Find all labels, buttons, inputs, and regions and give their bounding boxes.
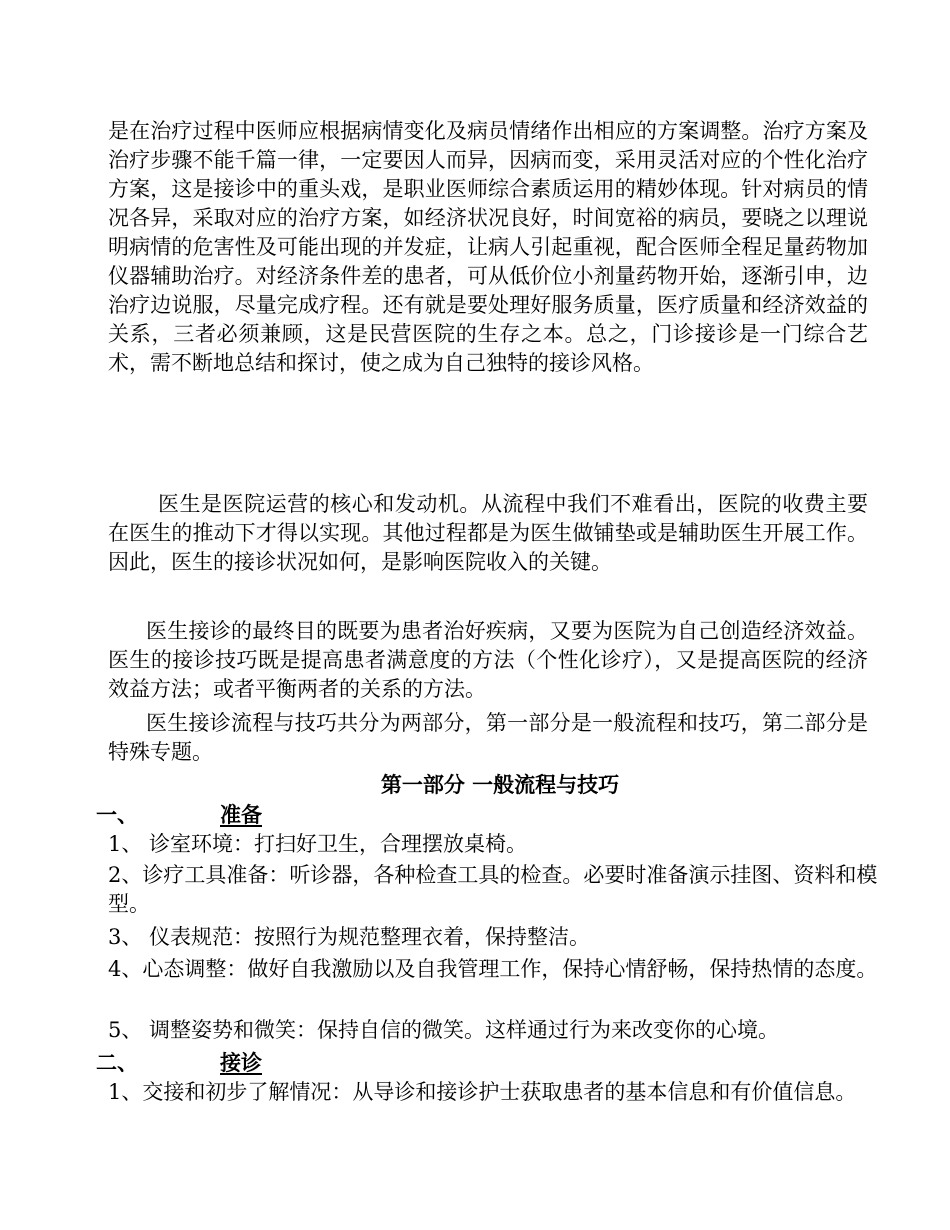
paragraph-consultation-goal: 医生接诊的最终目的既要为患者治好疾病，又要为医院为自己创造经济效益。医生的接诊技巧既是提高患者满意度的方法（个性化诊疗），又是提高医院的经济效益方法；或者平衡两者的关系的方法。	[108, 619, 868, 701]
list-item: 3、 仪表规范：按照行为规范整理衣着，保持整洁。	[108, 925, 591, 949]
paragraph-two-parts: 医生接诊流程与技巧共分为两部分，第一部分是一般流程和技巧，第二部分是特殊专题。	[108, 711, 868, 764]
section-title: 接诊	[220, 1050, 262, 1075]
list-item: 1、 诊室环境：打扫好卫生，合理摆放桌椅。	[108, 832, 528, 856]
list-item: 5、 调整姿势和微笑：保持自信的微笑。这样通过行为来改变你的心境。	[108, 1018, 780, 1042]
list-item: 2、诊疗工具准备：听诊器，各种检查工具的检查。必要时准备演示挂图、资料和模型。	[108, 863, 878, 916]
list-item: 4、心态调整：做好自我激励以及自我管理工作，保持心情舒畅，保持热情的态度。	[108, 957, 878, 981]
section-title: 准备	[220, 802, 262, 827]
section-number: 二、	[96, 1050, 138, 1075]
section-number: 一、	[96, 802, 138, 827]
section-heading-reception	[96, 1048, 262, 1077]
section-heading-preparation	[96, 800, 262, 829]
list-item: 1、交接和初步了解情况：从导诊和接诊护士获取患者的基本信息和有价值信息。	[108, 1080, 857, 1104]
part-title: 第一部分 一般流程与技巧	[380, 772, 620, 797]
paragraph-treatment-plan: 是在治疗过程中医师应根据病情变化及病员情绪作出相应的方案调整。治疗方案及治疗步骤不能千篇一律，一定要因人而异，因病而变，采用灵活对应的个性化治疗方案，这是接诊中的重头戏，是职业医师综合素质运用的精妙体现。针对病员的情况各异，采取对应的治疗方案，如经济状况良好，时间宽裕的病员，要晓之以理说明病情的危害性及可能出现的并发症，让病人引起重视，配合医师全程足量药物加仪器辅助治疗。对经济条件差的患者，可从低价位小剂量药物开始，逐渐引申，边治疗边说服，尽量完成疗程。还有就是要处理好服务质量，医疗质量和经济效益的关系，三者必须兼顾，这是民营医院的生存之本。总之，门诊接诊是一门综合艺术，需不断地总结和探讨，使之成为自己独特的接诊风格。	[108, 119, 868, 375]
paragraph-doctor-core: 医生是医院运营的核心和发动机。从流程中我们不难看出，医院的收费主要在医生的推动下才得以实现。其他过程都是为医生做铺垫或是辅助医生开展工作。因此，医生的接诊状况如何，是影响医院收入的关键。	[108, 492, 868, 574]
